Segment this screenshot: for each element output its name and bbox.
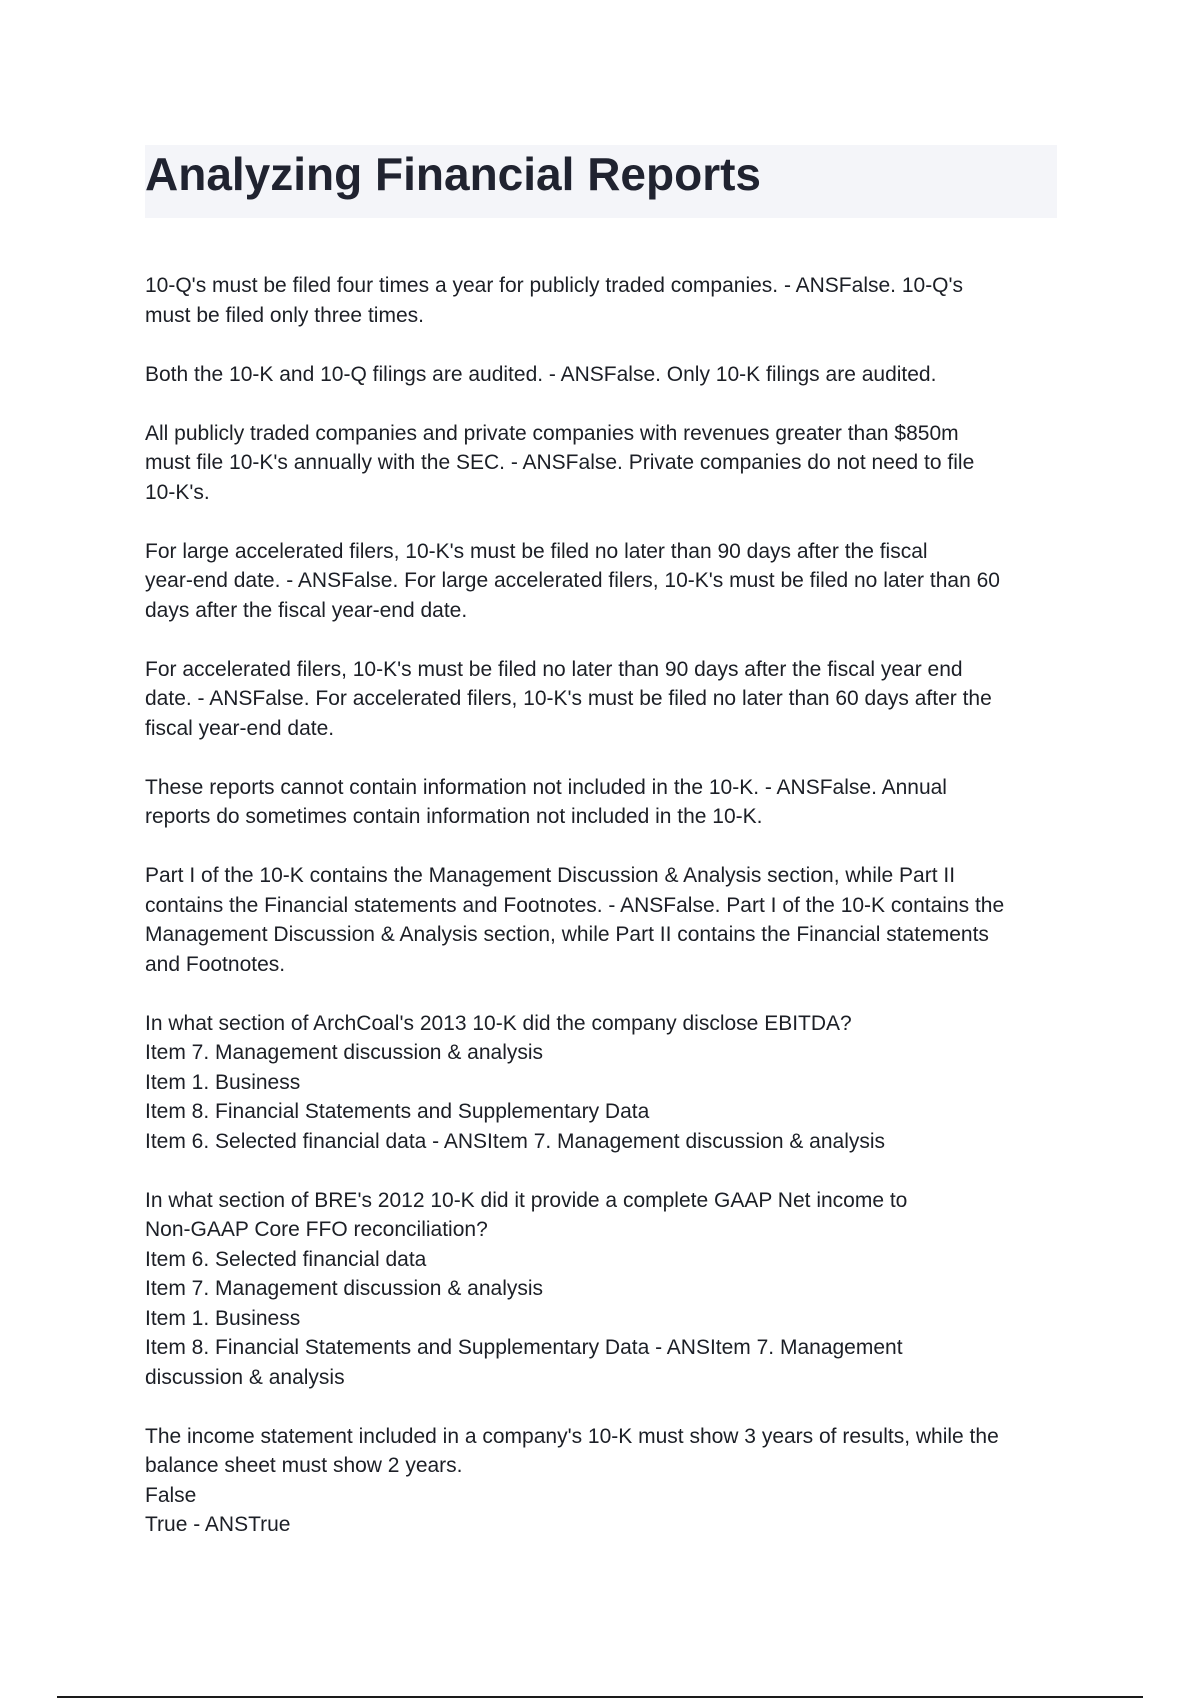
text-line: 10-K's. <box>145 480 210 504</box>
question-line: In what section of BRE's 2012 10-K did it provide a complete GAAP Net income to <box>145 1188 908 1212</box>
option-line: Item 1. Business <box>145 1306 301 1330</box>
question-line: In what section of ArchCoal's 2013 10-K did the company disclose EBITDA? <box>145 1011 852 1035</box>
qa-item-8 <box>145 1009 1065 1157</box>
text-line: year-end date. - ANSFalse. For large accelerated filers, 10-K's must be filed no later than 60 <box>145 569 1000 592</box>
option-line: Item 7. Management discussion & analysis <box>145 1041 544 1064</box>
bottom-divider <box>57 1696 1143 1698</box>
question-line: balance sheet must show 2 years. <box>145 1454 463 1477</box>
option-line: Item 1. Business <box>145 1070 301 1094</box>
page-title: Analyzing Financial Reports <box>145 148 761 200</box>
qa-item-7 <box>145 861 1065 979</box>
text-line: For large accelerated filers, 10-K's must be filed no later than 90 days after the fiscal <box>145 539 928 563</box>
qa-item-3 <box>145 419 1065 508</box>
qa-item-1 <box>145 271 1065 330</box>
text-line: These reports cannot contain information not included in the 10-K. - ANSFalse. Annual <box>145 775 947 799</box>
qa-item-10 <box>145 1422 1065 1540</box>
text-line: 10-Q's must be filed four times a year for publicly traded companies. - ANSFalse. 10-Q's <box>145 274 964 297</box>
option-line: Item 7. Management discussion & analysis <box>145 1277 544 1300</box>
question-line: The income statement included in a company's 10-K must show 3 years of results, while the <box>145 1424 999 1448</box>
question-line: Non-GAAP Core FFO reconciliation? <box>145 1218 488 1241</box>
text-line: and Footnotes. <box>145 952 286 976</box>
option-line: Item 6. Selected financial data <box>145 1247 427 1271</box>
text-line: fiscal year-end date. <box>145 716 335 740</box>
text-line: date. - ANSFalse. For accelerated filers, 10-K's must be filed no later than 60 days after the <box>145 687 992 710</box>
qa-item-4 <box>145 537 1065 626</box>
text-line: days after the fiscal year-end date. <box>145 598 468 622</box>
text-line: contains the Financial statements and Footnotes. - ANSFalse. Part I of the 10-K contains the <box>145 893 1005 917</box>
option-line: False <box>145 1483 197 1507</box>
document-body <box>145 271 1065 1569</box>
text-line: Part I of the 10-K contains the Management Discussion & Analysis section, while Part II <box>145 864 956 887</box>
option-line: Item 8. Financial Statements and Supplementary Data <box>145 1100 650 1123</box>
qa-item-2 <box>145 360 1065 390</box>
option-line: Item 6. Selected financial data - ANSItem 7. Management discussion & analysis <box>145 1129 886 1153</box>
option-line: discussion & analysis <box>145 1365 345 1389</box>
text-line: Both the 10-K and 10-Q filings are audited. - ANSFalse. Only 10-K filings are audited. <box>145 362 937 386</box>
text-line: Management Discussion & Analysis section, while Part II contains the Financial statements <box>145 923 989 946</box>
option-line: Item 8. Financial Statements and Supplementary Data - ANSItem 7. Management <box>145 1336 903 1359</box>
qa-item-9 <box>145 1186 1065 1393</box>
qa-item-5 <box>145 655 1065 744</box>
text-line: must be filed only three times. <box>145 303 424 327</box>
text-line: All publicly traded companies and private companies with revenues greater than $850m <box>145 421 959 445</box>
text-line: must file 10-K's annually with the SEC. - ANSFalse. Private companies do not need to file <box>145 451 975 474</box>
text-line: For accelerated filers, 10-K's must be filed no later than 90 days after the fiscal year end <box>145 657 963 681</box>
qa-item-6 <box>145 773 1065 832</box>
option-line: True - ANSTrue <box>145 1513 291 1536</box>
text-line: reports do sometimes contain information not included in the 10-K. <box>145 805 763 828</box>
